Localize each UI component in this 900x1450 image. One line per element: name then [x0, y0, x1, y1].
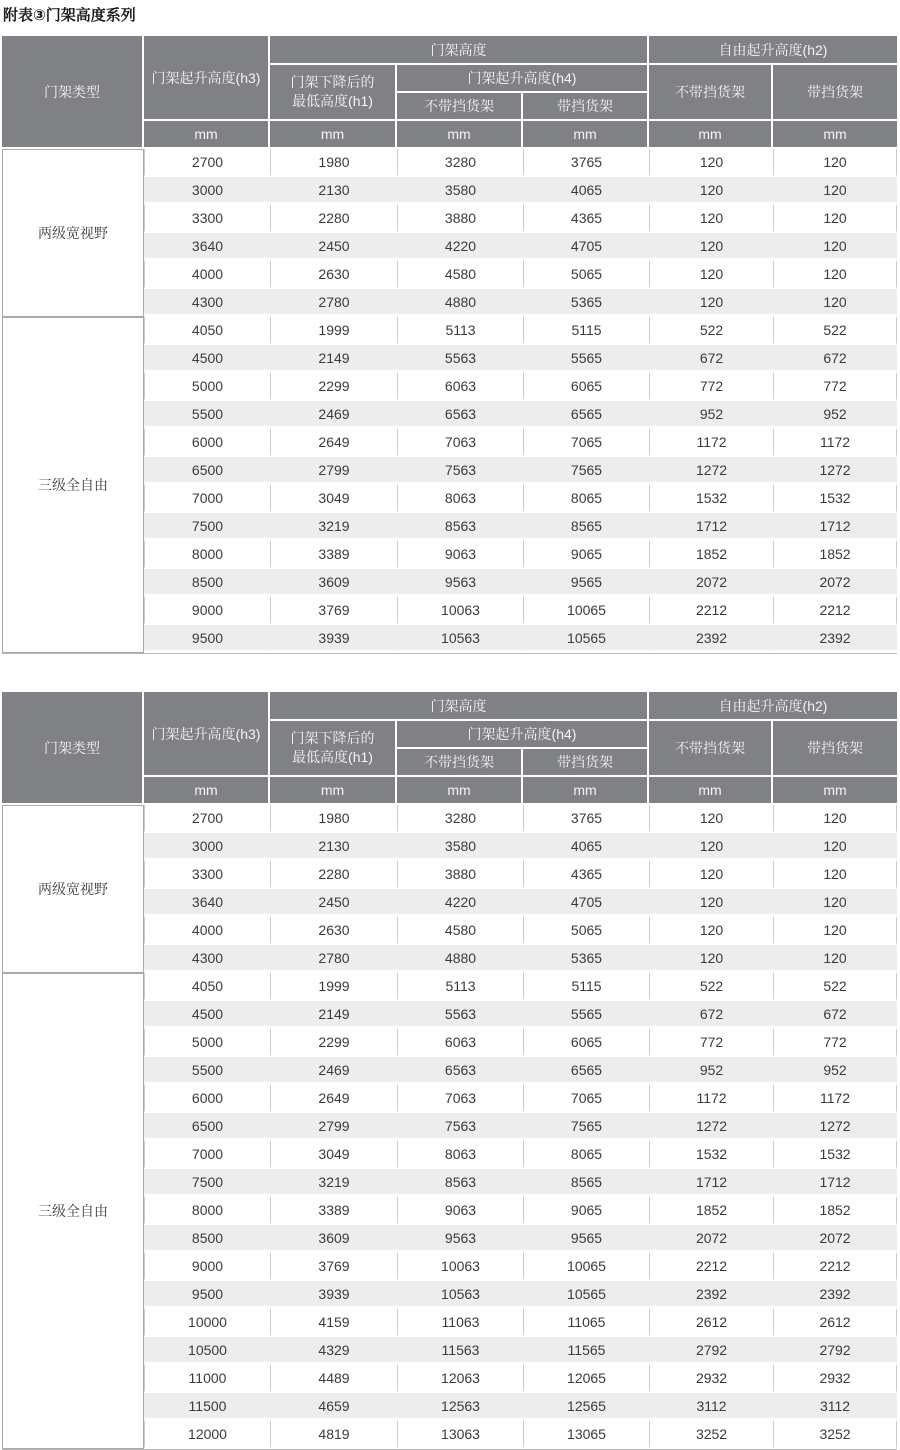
header-h2-with-backrest: 带挡货架 — [773, 721, 897, 777]
table-row — [2, 805, 897, 833]
value-cell: 4065 — [523, 177, 649, 205]
value-cell: 1852 — [773, 541, 897, 569]
value-cell: 5000 — [144, 1029, 270, 1057]
value-cell: 120 — [649, 177, 773, 205]
value-cell: 2280 — [270, 861, 397, 889]
value-cell: 2799 — [270, 1113, 397, 1141]
value-cell: 120 — [773, 889, 897, 917]
value-cell: 10065 — [523, 597, 649, 625]
value-cell: 3049 — [270, 1141, 397, 1169]
value-cell: 5365 — [523, 289, 649, 317]
value-cell: 9063 — [397, 541, 523, 569]
value-cell: 8563 — [397, 513, 523, 541]
value-cell: 1980 — [270, 805, 397, 833]
value-cell: 120 — [649, 261, 773, 289]
value-cell: 120 — [649, 149, 773, 177]
header-unit-h3: mm — [144, 777, 270, 805]
mast-type-cell: 三级全自由 — [2, 317, 144, 653]
value-cell: 2072 — [649, 1225, 773, 1253]
value-cell: 3880 — [397, 205, 523, 233]
header-h2-with-backrest: 带挡货架 — [773, 65, 897, 121]
header-unit-h4-without: mm — [397, 121, 523, 149]
value-cell: 120 — [773, 805, 897, 833]
value-cell: 4880 — [397, 289, 523, 317]
page — [0, 5, 900, 1450]
value-cell: 3609 — [270, 569, 397, 597]
value-cell: 8565 — [523, 513, 649, 541]
value-cell: 6000 — [144, 1085, 270, 1113]
mast-type-cell: 两级宽视野 — [2, 805, 144, 973]
value-cell: 6500 — [144, 1113, 270, 1141]
value-cell: 8065 — [523, 485, 649, 513]
value-cell: 9563 — [397, 569, 523, 597]
value-cell: 772 — [649, 373, 773, 401]
value-cell: 12063 — [397, 1365, 523, 1393]
value-cell: 120 — [649, 917, 773, 945]
value-cell: 6065 — [523, 373, 649, 401]
value-cell: 2649 — [270, 1085, 397, 1113]
value-cell: 5563 — [397, 345, 523, 373]
header-h4-without-backrest: 不带挡货架 — [397, 749, 523, 777]
value-cell: 2630 — [270, 261, 397, 289]
header-unit-h2-without: mm — [649, 777, 773, 805]
value-cell: 120 — [773, 289, 897, 317]
value-cell: 13063 — [397, 1421, 523, 1449]
value-cell: 10563 — [397, 625, 523, 653]
value-cell: 9565 — [523, 1225, 649, 1253]
value-cell: 7563 — [397, 1113, 523, 1141]
value-cell: 7500 — [144, 513, 270, 541]
value-cell: 7063 — [397, 429, 523, 457]
header-h4-with-backrest: 带挡货架 — [523, 749, 649, 777]
value-cell: 8063 — [397, 1141, 523, 1169]
value-cell: 10063 — [397, 1253, 523, 1281]
value-cell: 4705 — [523, 889, 649, 917]
value-cell: 4365 — [523, 205, 649, 233]
value-cell: 952 — [649, 401, 773, 429]
value-cell: 8065 — [523, 1141, 649, 1169]
value-cell: 8565 — [523, 1169, 649, 1197]
value-cell: 1712 — [773, 1169, 897, 1197]
value-cell: 120 — [773, 917, 897, 945]
value-cell: 772 — [773, 1029, 897, 1057]
value-cell: 3609 — [270, 1225, 397, 1253]
value-cell: 2780 — [270, 945, 397, 973]
header-lift-height-h4: 门架起升高度(h4) — [397, 721, 649, 749]
value-cell: 6000 — [144, 429, 270, 457]
value-cell: 7065 — [523, 1085, 649, 1113]
value-cell: 10500 — [144, 1337, 270, 1365]
value-cell: 3580 — [397, 833, 523, 861]
header-unit-h1: mm — [270, 121, 397, 149]
value-cell: 10063 — [397, 597, 523, 625]
value-cell: 7063 — [397, 1085, 523, 1113]
value-cell: 4000 — [144, 917, 270, 945]
table-body — [2, 805, 897, 1449]
value-cell: 3112 — [773, 1393, 897, 1421]
value-cell: 4365 — [523, 861, 649, 889]
value-cell: 10565 — [523, 625, 649, 653]
header-mast-type: 门架类型 — [2, 692, 144, 805]
value-cell: 4659 — [270, 1393, 397, 1421]
value-cell: 2212 — [649, 597, 773, 625]
value-cell: 6563 — [397, 1057, 523, 1085]
value-cell: 120 — [649, 945, 773, 973]
value-cell: 5500 — [144, 401, 270, 429]
value-cell: 2612 — [649, 1309, 773, 1337]
value-cell: 2700 — [144, 149, 270, 177]
value-cell: 3219 — [270, 513, 397, 541]
value-cell: 522 — [773, 973, 897, 1001]
value-cell: 5365 — [523, 945, 649, 973]
value-cell: 5565 — [523, 1001, 649, 1029]
value-cell: 1999 — [270, 973, 397, 1001]
header-lowered-height-h1-line2: 最低高度(h1) — [292, 93, 373, 109]
value-cell: 522 — [649, 973, 773, 1001]
header-unit-h4-without: mm — [397, 777, 523, 805]
value-cell: 9000 — [144, 597, 270, 625]
value-cell: 4159 — [270, 1309, 397, 1337]
header-lowered-height-h1-line1: 门架下降后的 — [290, 730, 375, 746]
value-cell: 7565 — [523, 457, 649, 485]
value-cell: 2212 — [649, 1253, 773, 1281]
value-cell: 2130 — [270, 177, 397, 205]
header-lowered-height-h1-line1: 门架下降后的 — [290, 74, 375, 90]
value-cell: 3112 — [649, 1393, 773, 1421]
value-cell: 120 — [773, 205, 897, 233]
value-cell: 672 — [649, 1001, 773, 1029]
value-cell: 4580 — [397, 261, 523, 289]
page-title: 附表③门架高度系列 — [3, 7, 136, 24]
value-cell: 5563 — [397, 1001, 523, 1029]
header-lift-height-h3: 门架起升高度(h3) — [144, 36, 270, 121]
value-cell: 2612 — [773, 1309, 897, 1337]
value-cell: 10563 — [397, 1281, 523, 1309]
value-cell: 6563 — [397, 401, 523, 429]
value-cell: 120 — [649, 289, 773, 317]
value-cell: 2149 — [270, 345, 397, 373]
value-cell: 2630 — [270, 917, 397, 945]
value-cell: 2932 — [773, 1365, 897, 1393]
value-cell: 10000 — [144, 1309, 270, 1337]
value-cell: 1172 — [649, 1085, 773, 1113]
value-cell: 1852 — [773, 1197, 897, 1225]
value-cell: 3300 — [144, 205, 270, 233]
value-cell: 4220 — [397, 233, 523, 261]
value-cell: 120 — [773, 833, 897, 861]
value-cell: 1272 — [773, 457, 897, 485]
value-cell: 2649 — [270, 429, 397, 457]
value-cell: 3880 — [397, 861, 523, 889]
value-cell: 1172 — [649, 429, 773, 457]
value-cell: 7563 — [397, 457, 523, 485]
table-row — [2, 149, 897, 177]
value-cell: 4500 — [144, 1001, 270, 1029]
header-unit-h1: mm — [270, 777, 397, 805]
value-cell: 3049 — [270, 485, 397, 513]
value-cell: 3280 — [397, 805, 523, 833]
value-cell: 1852 — [649, 541, 773, 569]
value-cell: 2450 — [270, 233, 397, 261]
value-cell: 8063 — [397, 485, 523, 513]
value-cell: 2392 — [649, 625, 773, 653]
value-cell: 3000 — [144, 833, 270, 861]
value-cell: 2392 — [773, 625, 897, 653]
value-cell: 2212 — [773, 1253, 897, 1281]
value-cell: 11063 — [397, 1309, 523, 1337]
value-cell: 5565 — [523, 345, 649, 373]
value-cell: 4050 — [144, 317, 270, 345]
value-cell: 5113 — [397, 317, 523, 345]
value-cell: 120 — [773, 233, 897, 261]
value-cell: 8000 — [144, 541, 270, 569]
value-cell: 120 — [773, 261, 897, 289]
value-cell: 1272 — [773, 1113, 897, 1141]
value-cell: 10565 — [523, 1281, 649, 1309]
value-cell: 12065 — [523, 1365, 649, 1393]
value-cell: 1532 — [649, 485, 773, 513]
header-h2-without-backrest: 不带挡货架 — [649, 721, 773, 777]
header-h2-without-backrest: 不带挡货架 — [649, 65, 773, 121]
value-cell: 9500 — [144, 1281, 270, 1309]
value-cell: 1712 — [649, 513, 773, 541]
table-header — [2, 692, 897, 805]
value-cell: 1852 — [649, 1197, 773, 1225]
value-cell: 3580 — [397, 177, 523, 205]
value-cell: 120 — [649, 805, 773, 833]
value-cell: 120 — [773, 945, 897, 973]
header-mast-height-group: 门架高度 — [270, 36, 649, 65]
value-cell: 4220 — [397, 889, 523, 917]
value-cell: 9500 — [144, 625, 270, 653]
header-mast-type: 门架类型 — [2, 36, 144, 149]
value-cell: 3252 — [649, 1421, 773, 1449]
value-cell: 2392 — [649, 1281, 773, 1309]
value-cell: 3939 — [270, 1281, 397, 1309]
value-cell: 120 — [649, 861, 773, 889]
value-cell: 952 — [773, 401, 897, 429]
header-lowered-height-h1-line2: 最低高度(h1) — [292, 749, 373, 765]
value-cell: 120 — [649, 233, 773, 261]
value-cell: 4489 — [270, 1365, 397, 1393]
value-cell: 2700 — [144, 805, 270, 833]
mast-height-table-2 — [2, 692, 897, 1450]
mast-type-cell: 两级宽视野 — [2, 149, 144, 317]
value-cell: 12000 — [144, 1421, 270, 1449]
value-cell: 2280 — [270, 205, 397, 233]
value-cell: 3640 — [144, 889, 270, 917]
header-lowered-height-h1 — [270, 65, 397, 121]
value-cell: 9063 — [397, 1197, 523, 1225]
value-cell: 9563 — [397, 1225, 523, 1253]
value-cell: 6565 — [523, 401, 649, 429]
value-cell: 4500 — [144, 345, 270, 373]
header-lift-height-h4: 门架起升高度(h4) — [397, 65, 649, 93]
value-cell: 6063 — [397, 1029, 523, 1057]
value-cell: 3765 — [523, 149, 649, 177]
value-cell: 4065 — [523, 833, 649, 861]
value-cell: 2212 — [773, 597, 897, 625]
header-unit-h3: mm — [144, 121, 270, 149]
value-cell: 2130 — [270, 833, 397, 861]
value-cell: 9565 — [523, 569, 649, 597]
value-cell: 2299 — [270, 1029, 397, 1057]
value-cell: 3939 — [270, 625, 397, 653]
value-cell: 2299 — [270, 373, 397, 401]
value-cell: 5115 — [523, 973, 649, 1001]
value-cell: 1532 — [773, 1141, 897, 1169]
value-cell: 3769 — [270, 1253, 397, 1281]
value-cell: 2792 — [773, 1337, 897, 1365]
value-cell: 4880 — [397, 945, 523, 973]
value-cell: 4000 — [144, 261, 270, 289]
value-cell: 7000 — [144, 485, 270, 513]
header-free-lift-h2-group: 自由起升高度(h2) — [649, 692, 897, 721]
header-unit-h4-with: mm — [523, 777, 649, 805]
value-cell: 7500 — [144, 1169, 270, 1197]
value-cell: 11065 — [523, 1309, 649, 1337]
value-cell: 6565 — [523, 1057, 649, 1085]
value-cell: 3252 — [773, 1421, 897, 1449]
value-cell: 1532 — [649, 1141, 773, 1169]
value-cell: 10065 — [523, 1253, 649, 1281]
value-cell: 5113 — [397, 973, 523, 1001]
value-cell: 8500 — [144, 569, 270, 597]
value-cell: 2792 — [649, 1337, 773, 1365]
value-cell: 2469 — [270, 401, 397, 429]
value-cell: 3640 — [144, 233, 270, 261]
value-cell: 120 — [773, 149, 897, 177]
header-free-lift-h2-group: 自由起升高度(h2) — [649, 36, 897, 65]
value-cell: 952 — [649, 1057, 773, 1085]
value-cell: 120 — [773, 861, 897, 889]
header-lift-height-h3: 门架起升高度(h3) — [144, 692, 270, 777]
value-cell: 1532 — [773, 485, 897, 513]
value-cell: 6500 — [144, 457, 270, 485]
header-h4-without-backrest: 不带挡货架 — [397, 93, 523, 121]
value-cell: 5500 — [144, 1057, 270, 1085]
value-cell: 3000 — [144, 177, 270, 205]
table-body — [2, 149, 897, 653]
table-header — [2, 36, 897, 149]
value-cell: 1272 — [649, 1113, 773, 1141]
value-cell: 7065 — [523, 429, 649, 457]
header-unit-h2-with: mm — [773, 121, 897, 149]
value-cell: 2469 — [270, 1057, 397, 1085]
value-cell: 2450 — [270, 889, 397, 917]
value-cell: 3219 — [270, 1169, 397, 1197]
value-cell: 4580 — [397, 917, 523, 945]
value-cell: 11500 — [144, 1393, 270, 1421]
header-h4-with-backrest: 带挡货架 — [523, 93, 649, 121]
header-unit-h4-with: mm — [523, 121, 649, 149]
value-cell: 9065 — [523, 1197, 649, 1225]
value-cell: 11563 — [397, 1337, 523, 1365]
value-cell: 2072 — [649, 569, 773, 597]
value-cell: 4050 — [144, 973, 270, 1001]
value-cell: 2932 — [649, 1365, 773, 1393]
value-cell: 4819 — [270, 1421, 397, 1449]
header-unit-h2-with: mm — [773, 777, 897, 805]
value-cell: 3300 — [144, 861, 270, 889]
value-cell: 1272 — [649, 457, 773, 485]
value-cell: 772 — [649, 1029, 773, 1057]
value-cell: 4300 — [144, 945, 270, 973]
table-row — [2, 317, 897, 345]
value-cell: 1980 — [270, 149, 397, 177]
value-cell: 4705 — [523, 233, 649, 261]
value-cell: 3389 — [270, 1197, 397, 1225]
header-lowered-height-h1 — [270, 721, 397, 777]
value-cell: 672 — [773, 1001, 897, 1029]
mast-type-cell: 三级全自由 — [2, 973, 144, 1449]
value-cell: 1999 — [270, 317, 397, 345]
value-cell: 1172 — [773, 1085, 897, 1113]
value-cell: 3769 — [270, 597, 397, 625]
value-cell: 5115 — [523, 317, 649, 345]
value-cell: 2072 — [773, 1225, 897, 1253]
value-cell: 120 — [773, 177, 897, 205]
value-cell: 672 — [773, 345, 897, 373]
value-cell: 6065 — [523, 1029, 649, 1057]
value-cell: 11565 — [523, 1337, 649, 1365]
value-cell: 3280 — [397, 149, 523, 177]
value-cell: 1712 — [649, 1169, 773, 1197]
value-cell: 9065 — [523, 541, 649, 569]
value-cell: 12563 — [397, 1393, 523, 1421]
value-cell: 120 — [649, 889, 773, 917]
value-cell: 13065 — [523, 1421, 649, 1449]
value-cell: 5000 — [144, 373, 270, 401]
value-cell: 2392 — [773, 1281, 897, 1309]
value-cell: 6063 — [397, 373, 523, 401]
value-cell: 9000 — [144, 1253, 270, 1281]
header-mast-height-group: 门架高度 — [270, 692, 649, 721]
value-cell: 2799 — [270, 457, 397, 485]
value-cell: 4300 — [144, 289, 270, 317]
value-cell: 2780 — [270, 289, 397, 317]
value-cell: 120 — [649, 833, 773, 861]
value-cell: 3765 — [523, 805, 649, 833]
table-row — [2, 973, 897, 1001]
value-cell: 522 — [773, 317, 897, 345]
value-cell: 5065 — [523, 261, 649, 289]
mast-height-table-1 — [2, 36, 897, 654]
value-cell: 8500 — [144, 1225, 270, 1253]
value-cell: 1712 — [773, 513, 897, 541]
value-cell: 8563 — [397, 1169, 523, 1197]
value-cell: 522 — [649, 317, 773, 345]
value-cell: 5065 — [523, 917, 649, 945]
value-cell: 12565 — [523, 1393, 649, 1421]
value-cell: 8000 — [144, 1197, 270, 1225]
value-cell: 952 — [773, 1057, 897, 1085]
value-cell: 1172 — [773, 429, 897, 457]
value-cell: 11000 — [144, 1365, 270, 1393]
value-cell: 672 — [649, 345, 773, 373]
value-cell: 4329 — [270, 1337, 397, 1365]
value-cell: 7565 — [523, 1113, 649, 1141]
value-cell: 7000 — [144, 1141, 270, 1169]
value-cell: 772 — [773, 373, 897, 401]
header-unit-h2-without: mm — [649, 121, 773, 149]
value-cell: 2149 — [270, 1001, 397, 1029]
value-cell: 120 — [649, 205, 773, 233]
value-cell: 3389 — [270, 541, 397, 569]
value-cell: 2072 — [773, 569, 897, 597]
